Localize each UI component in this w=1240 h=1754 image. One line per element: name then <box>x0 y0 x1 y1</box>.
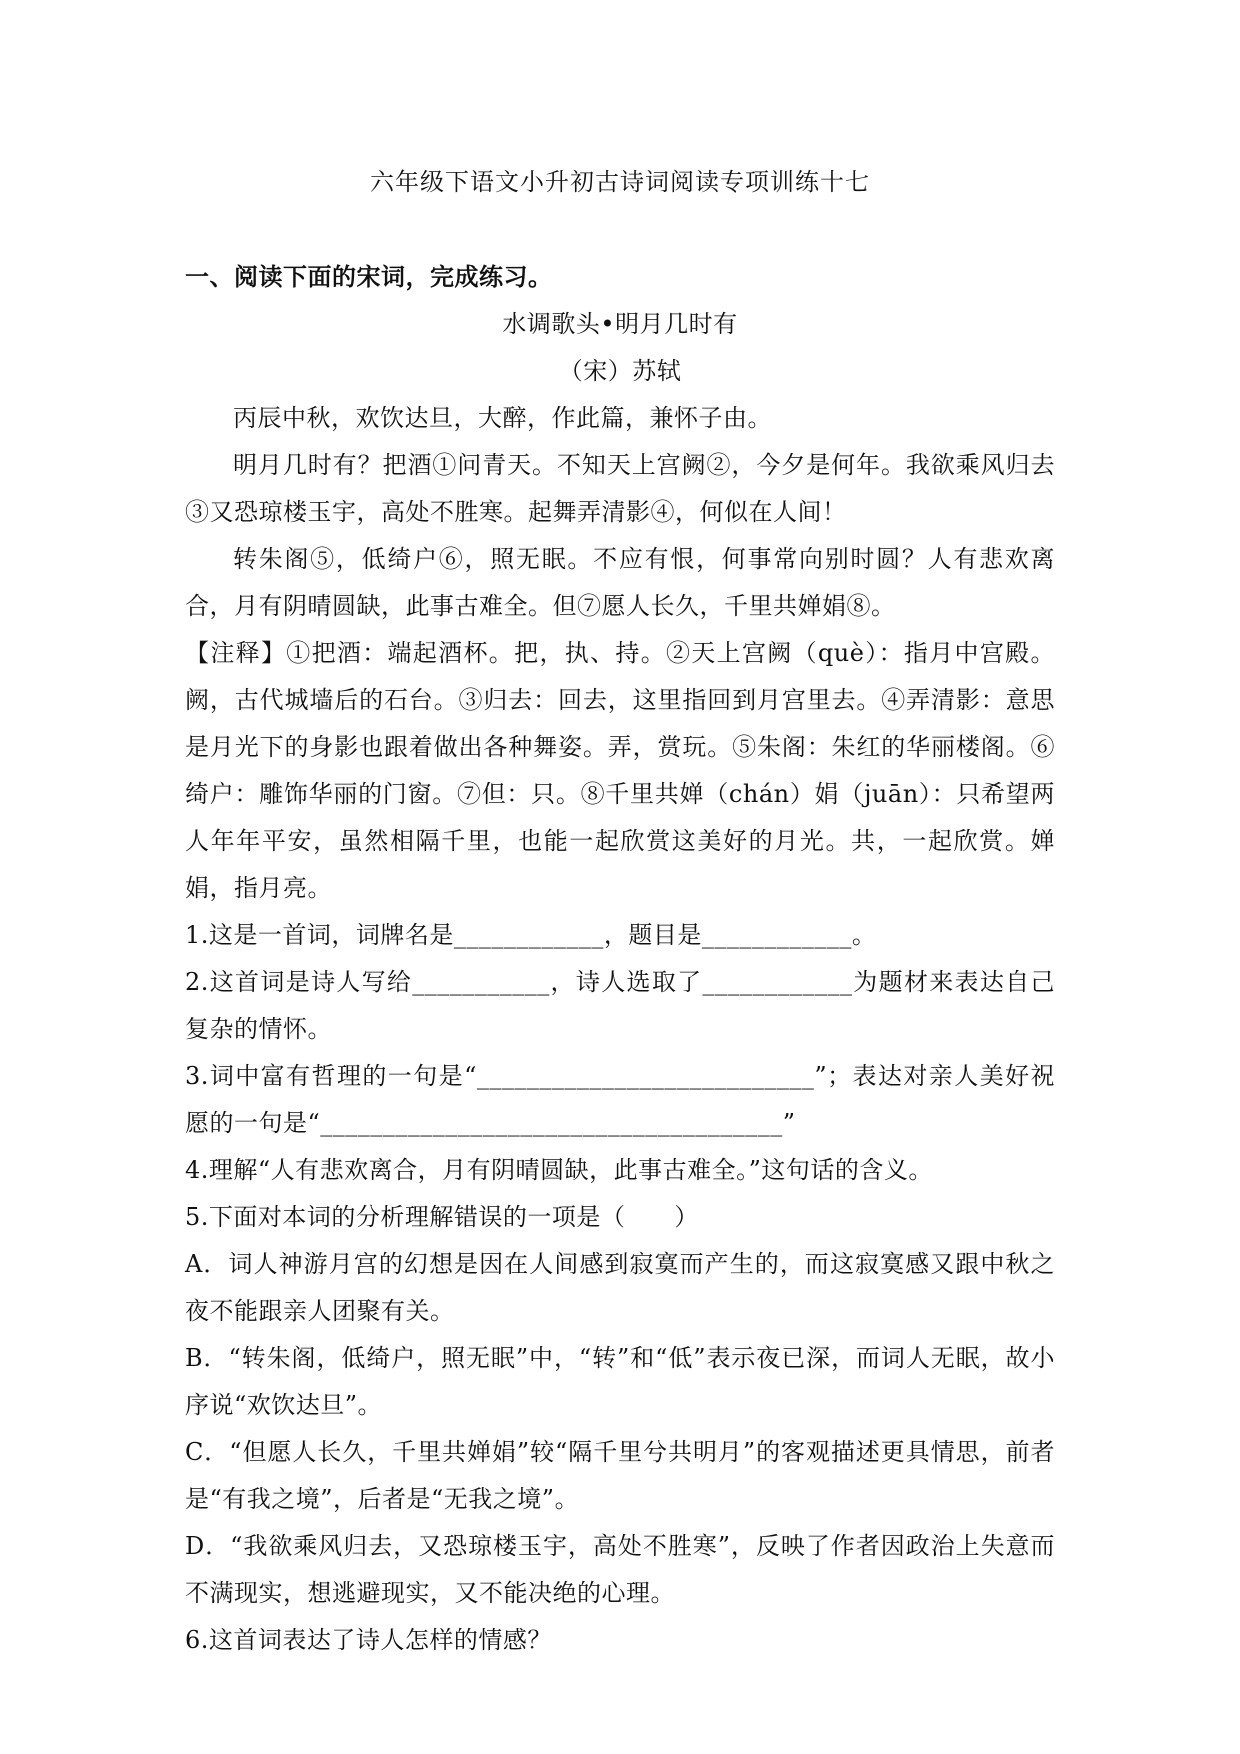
question-3: 3.词中富有哲理的一句是“___________________________”；表达对亲人美好祝愿的一句是“_____________________________________” <box>185 1062 1055 1137</box>
question-5-option-d: D．“我欲乘风归去，又恐琼楼玉宇，高处不胜寒”，反映了作者因政治上失意而不满现实，想逃避现实，又不能决绝的心理。 <box>185 1532 1055 1607</box>
question-6: 6.这首词表达了诗人怎样的情感？ <box>185 1626 552 1654</box>
poem-title: 水调歌头•明月几时有 <box>502 310 738 338</box>
section-heading: 一、阅读下面的宋词，完成练习。 <box>185 263 553 291</box>
poem-stanza-1: 明月几时有？把酒①问青天。不知天上宫阙②，今夕是何年。我欲乘风归去③又恐琼楼玉宇，高处不胜寒。起舞弄清影④，何似在人间！ <box>185 451 1055 526</box>
document-title: 六年级下语文小升初古诗词阅读专项训练十七 <box>370 168 870 196</box>
poem-stanza-2: 转朱阁⑤，低绮户⑥，照无眠。不应有恨，何事常向别时圆？人有悲欢离合，月有阴晴圆缺，此事古难全。但⑦愿人长久，千里共婵娟⑧。 <box>185 545 1055 620</box>
question-5-option-a: A．词人神游月宫的幻想是因在人间感到寂寞而产生的，而这寂寞感又跟中秋之夜不能跟亲人团聚有关。 <box>185 1250 1055 1325</box>
question-5-option-c: C．“但愿人长久，千里共婵娟”较“隔千里兮共明月”的客观描述更具情思，前者是“有我之境”，后者是“无我之境”。 <box>185 1438 1055 1513</box>
question-5: 5.下面对本词的分析理解错误的一项是（ ） <box>185 1203 699 1231</box>
question-5-option-b: B．“转朱阁，低绮户，照无眠”中，“转”和“低”表示夜已深，而词人无眠，故小序说“欢饮达旦”。 <box>185 1344 1055 1419</box>
question-1: 1.这是一首词，词牌名是____________，题目是____________。 <box>185 921 877 949</box>
question-4: 4.理解“人有悲欢离合，月有阴晴圆缺，此事古难全。”这句话的含义。 <box>185 1156 933 1184</box>
poem-author: （宋）苏轼 <box>558 357 682 385</box>
document-body <box>185 254 1055 1664</box>
question-2: 2.这首词是诗人写给___________，诗人选取了____________为题材来表达自己复杂的情怀。 <box>185 968 1055 1043</box>
poem-notes: 【注释】①把酒：端起酒杯。把，执、持。②天上宫阙（què）：指月中宫殿。阙，古代城墙后的石台。③归去：回去，这里指回到月宫里去。④弄清影：意思是月光下的身影也跟着做出各种舞姿。弄，赏玩。⑤朱阁：朱红的华丽楼阁。⑥绮户：雕饰华丽的门窗。⑦但：只。⑧千里共婵（chán）娟（juān）：只希望两人年年平安，虽然相隔千里，也能一起欣赏这美好的月光。共，一起欣赏。婵娟，指月亮。 <box>185 639 1055 902</box>
poem-preface: 丙辰中秋，欢饮达旦，大醉，作此篇，兼怀子由。 <box>233 404 772 432</box>
